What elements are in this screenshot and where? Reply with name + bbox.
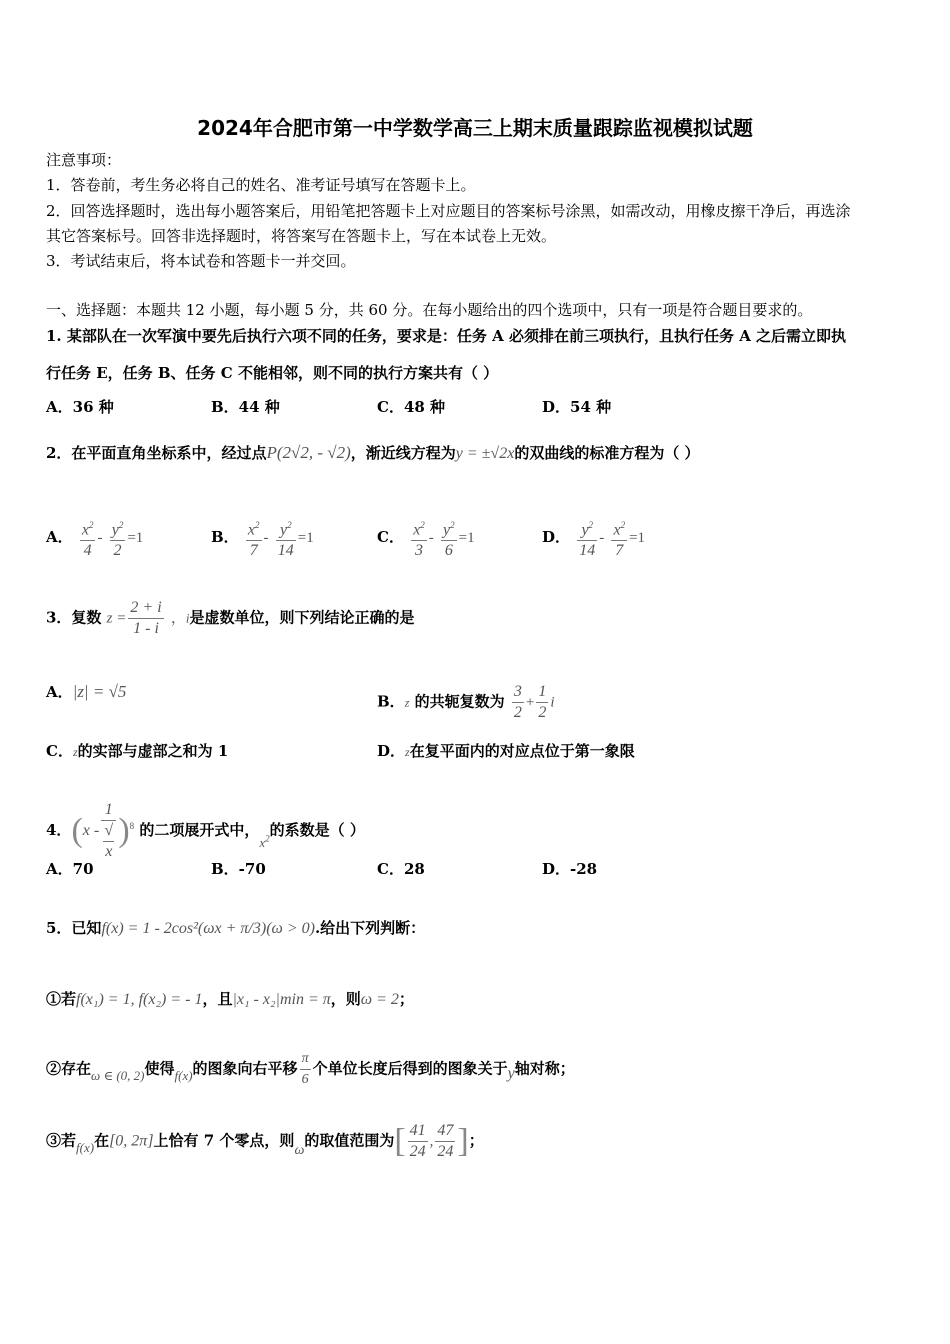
- q3-option-c: C．z的实部与虚部之和为 1: [46, 742, 229, 760]
- notes-item-2b: 其它答案标号。回答非选择题时，将答案写在答题卡上，写在本试卷上无效。: [46, 227, 557, 245]
- q5-judgement-1: ①若f(x₁) = 1, f(x₂) = - 1，且|x₁ - x₂|min = π，则ω = 2；: [46, 990, 414, 1008]
- q4-option-c: C．28: [377, 860, 425, 878]
- q3-i: i: [185, 610, 190, 626]
- q3-pre: 3．复数: [46, 608, 102, 627]
- notes-heading: 注意事项：: [46, 151, 122, 169]
- q2-option-d: D． $\frac{y^2}{14}$ - $\frac{x^2}{7}$ =1: [542, 515, 645, 561]
- notes-item-2a: 2．回答选择题时，选出每小题答案后，用铅笔把答题卡上对应题目的答案标号涂黑，如需改动，用橡皮擦干净后，再选涂: [46, 202, 851, 220]
- q4-option-b: B．-70: [211, 860, 266, 878]
- q2-pre: 2．在平面直角坐标系中，经过点: [46, 444, 267, 462]
- q1-line1: 1. 某部队在一次军演中要先后执行六项不同的任务，要求是：任务 A 必须排在前三项执行，且执行任务 A 之后需立即执: [46, 327, 847, 345]
- q1-option-b: B．44 种: [211, 398, 280, 416]
- q3-numerator: 2 + i: [128, 598, 163, 619]
- notes-item-3: 3．考试结束后，将本试卷和答题卡一并交回。: [46, 252, 356, 270]
- q3-denominator: 1 - i: [133, 620, 159, 637]
- q3-option-a: A．|z| = √5: [46, 682, 127, 701]
- q3-stem: 3．复数 z = $\frac{2 + i}{1 - i}$ ，i是虚数单位，则下列结论正确的是: [46, 599, 415, 637]
- q3-z: z =: [106, 610, 127, 627]
- q1-option-c: C．48 种: [377, 398, 446, 416]
- q3-post: 是虚数单位，则下列结论正确的是: [189, 608, 415, 627]
- q2-point: P(2√2, - √2): [266, 443, 351, 462]
- q1-line2: 行任务 E，任务 B、任务 C 不能相邻，则不同的执行方案共有（ ）: [46, 364, 499, 382]
- exam-title: 2024年合肥市第一中学数学高三上期末质量跟踪监视模拟试题: [197, 116, 753, 140]
- q3-option-b: B．z 的共轭复数为 $\frac{3}{2}$ + $\frac{1}{2}$ i: [377, 683, 555, 721]
- q5-function: f(x) = 1 - 2cos²(ωx + π/3)(ω > 0): [101, 920, 315, 937]
- q2-option-c: C． $\frac{x^2}{3}$ - $\frac{y^2}{6}$ =1: [377, 515, 475, 561]
- q2-stem: [46, 443, 700, 464]
- section-heading: 一、选择题：本题共 12 小题，每小题 5 分，共 60 分。在每小题给出的四个选项中，只有一项是符合题目要求的。: [46, 301, 813, 319]
- q4-option-a: A．70: [46, 860, 94, 878]
- q5-stem: 5．已知f(x) = 1 - 2cos²(ωx + π/3)(ω > 0).给出下列判断：: [46, 919, 426, 937]
- q3-option-d: D．z在复平面内的对应点位于第一象限: [377, 742, 635, 760]
- q5-judgement-3: ③若f(x)在[0, 2π]上恰有 7 个零点，则ω的取值范围为[ $\frac{41}{24}$ , $\frac{47}{24}$ ]；: [46, 1122, 484, 1160]
- q2-post: 的双曲线的标准方程为（ ）: [514, 444, 700, 462]
- q1-option-d: D．54 种: [542, 398, 612, 416]
- q2-mid: ，渐近线方程为: [350, 444, 456, 462]
- q5-judgement-2: ②存在ω ∈ (0, 2)使得f(x)的图象向右平移 $\frac{\pi}{6}$ 个单位长度后得到的图象关于y轴对称；: [46, 1051, 575, 1087]
- notes-item-1: 1．答卷前，考生务必将自己的姓名、准考证号填写在答题卡上。: [46, 176, 476, 194]
- q4-option-d: D．-28: [542, 860, 598, 878]
- q4-stem: 4．(x - 1 √ x )$^8$ 的二项展开式中，$x^2$的系数是（ ）: [46, 801, 365, 860]
- q2-option-a: A． $\frac{x^2}{4}$ - $\frac{y^2}{2}$ =1: [46, 515, 143, 561]
- q2-asymptote: y = ±√2x: [455, 445, 515, 462]
- q2-option-b: B． $\frac{x^2}{7}$ - $\frac{y^2}{14}$ =1: [211, 515, 314, 561]
- q4-exponent: 8: [129, 821, 135, 831]
- q1-option-a: A．36 种: [46, 398, 114, 416]
